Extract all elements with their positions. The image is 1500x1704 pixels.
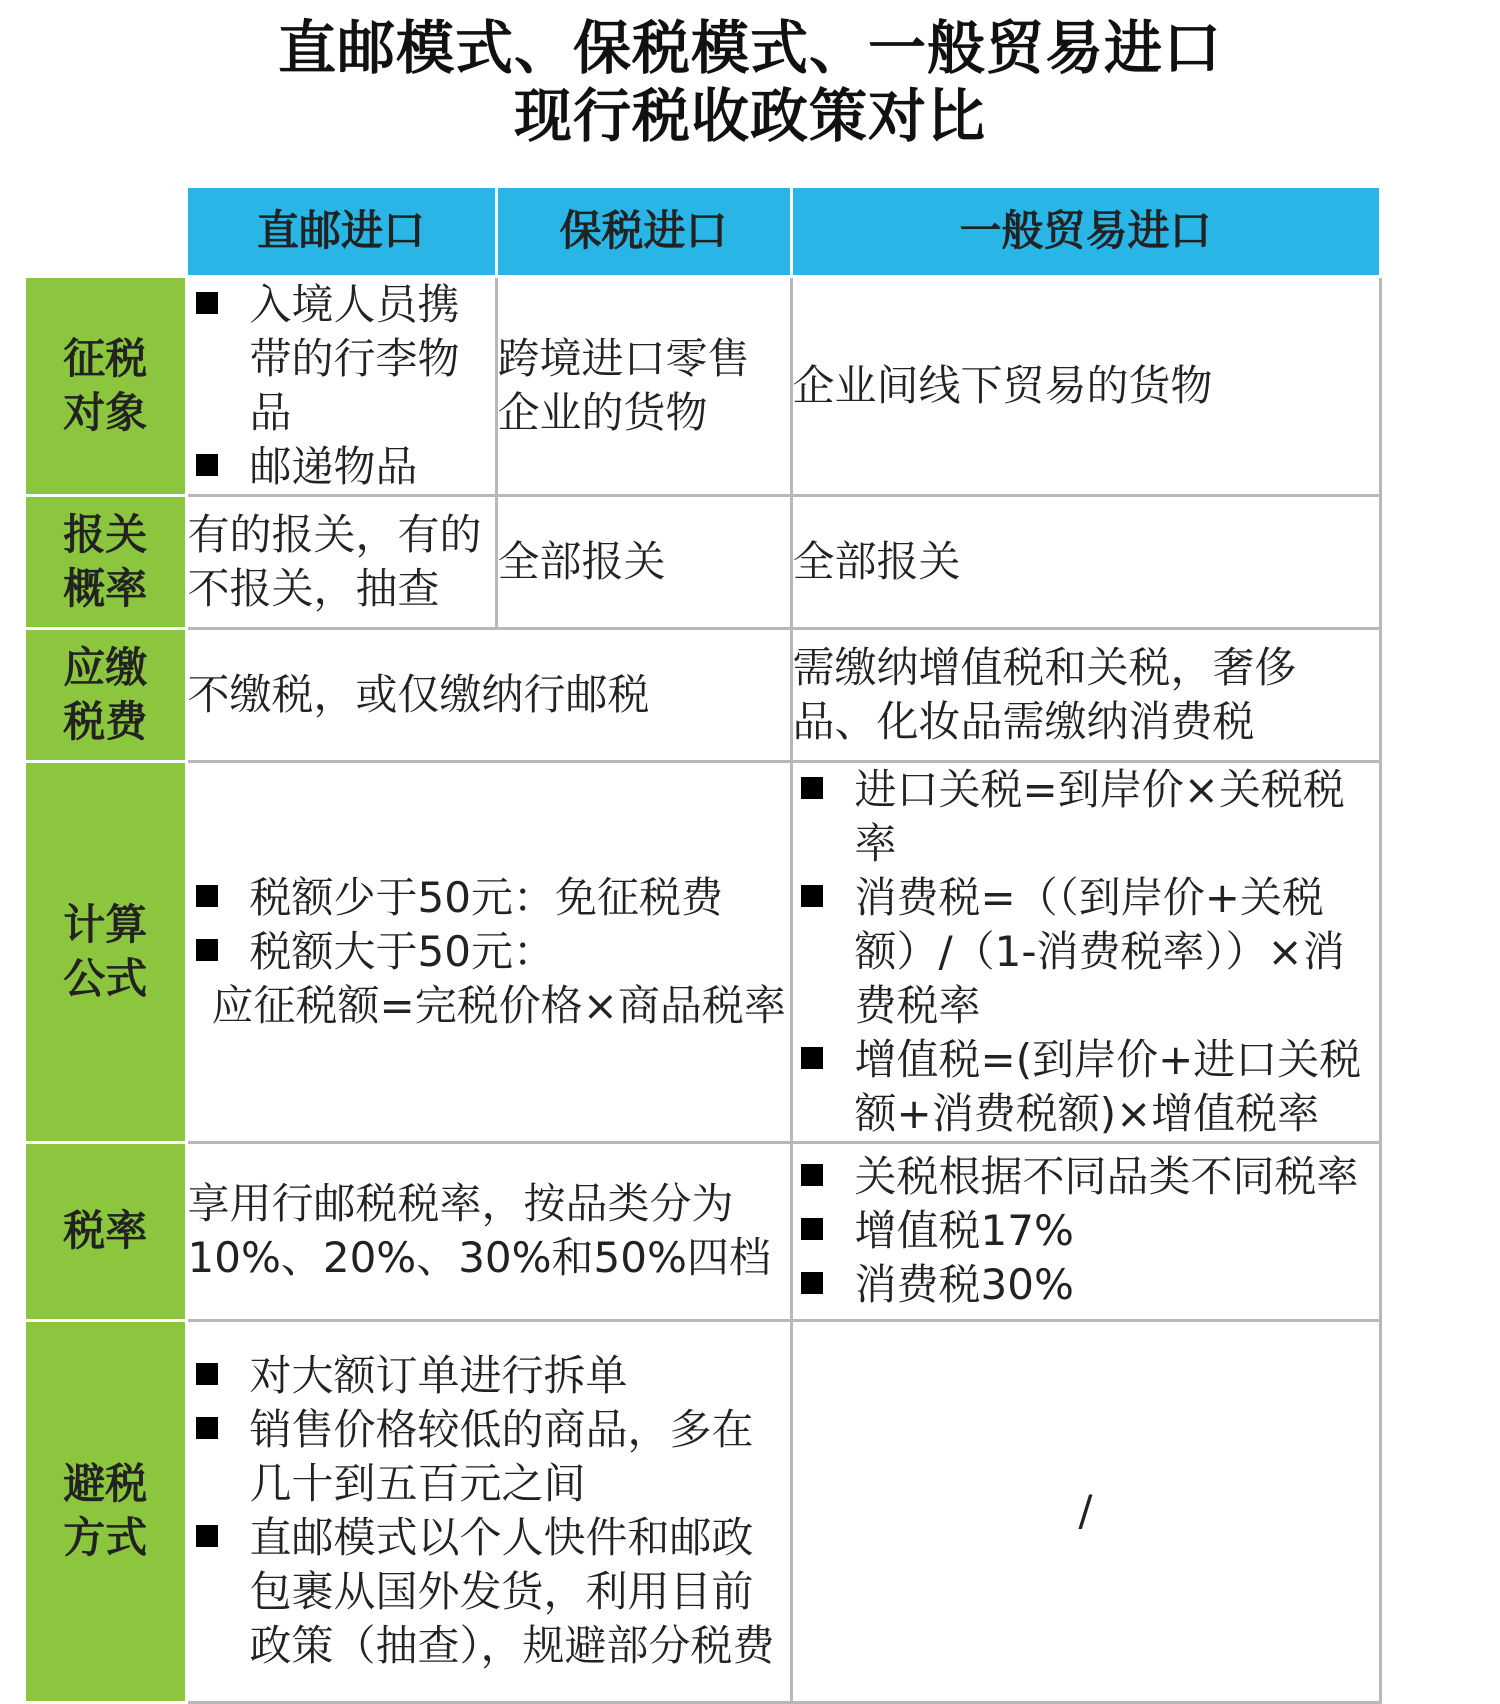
list-item: 入境人员携带的行李物品 — [188, 278, 495, 440]
list-item: 直邮模式以个人快件和邮政包裹从国外发货，利用目前政策（抽查），规避部分税费 — [188, 1511, 790, 1673]
square-bullet-icon — [801, 1272, 823, 1294]
cell-bonded-customs: 全部报关 — [496, 495, 791, 628]
square-bullet-icon — [801, 885, 823, 907]
page-title — [0, 14, 1500, 150]
list-item: 邮递物品 — [188, 440, 495, 494]
square-bullet-icon — [801, 1164, 823, 1186]
cell-bonded-tax-object: 跨境进口零售企业的货物 — [496, 276, 791, 495]
list-item: 消费税30% — [793, 1258, 1379, 1312]
square-bullet-icon — [196, 885, 218, 907]
cell-direct-bonded-tax-rate: 享用行邮税税率，按品类分为10%、20%、30%和50%四档 — [186, 1142, 791, 1320]
square-bullet-icon — [196, 1417, 218, 1439]
header-row — [26, 188, 1380, 276]
square-bullet-icon — [801, 777, 823, 799]
corner-cell — [26, 188, 186, 276]
table-row-formula — [26, 761, 1380, 1142]
list-item: 增值税17% — [793, 1204, 1379, 1258]
cell-direct-mail-tax-object — [186, 276, 496, 495]
cell-direct-bonded-formula — [186, 761, 791, 1142]
list-item: 消费税=（（到岸价+关税额）/（1-消费税率））×消费税率 — [793, 871, 1379, 1033]
cell-general-trade-payable-tax: 需缴纳增值税和关税，奢侈品、化妆品需缴纳消费税 — [791, 628, 1380, 761]
row-label-customs-probability: 报关 概率 — [26, 495, 186, 628]
table-row-tax-avoidance — [26, 1320, 1380, 1702]
column-header-bonded: 保税进口 — [496, 188, 791, 276]
cell-general-trade-formula — [791, 761, 1380, 1142]
column-header-direct-mail: 直邮进口 — [186, 188, 496, 276]
title-line-2: 现行税收政策对比 — [513, 82, 986, 150]
table-row-customs-probability — [26, 495, 1380, 628]
cell-direct-bonded-tax-avoidance — [186, 1320, 791, 1702]
square-bullet-icon — [801, 1218, 823, 1240]
cell-general-trade-tax-avoidance: / — [791, 1320, 1380, 1702]
formula-text: 应征税额=完税价格×商品税率 — [211, 980, 786, 1030]
square-bullet-icon — [196, 1525, 218, 1547]
row-label-tax-object: 征税 对象 — [26, 276, 186, 495]
cell-direct-bonded-payable-tax: 不缴税，或仅缴纳行邮税 — [186, 628, 791, 761]
title-line-1: 直邮模式、保税模式、一般贸易进口 — [277, 14, 1222, 82]
list-item: 销售价格较低的商品，多在几十到五百元之间 — [188, 1403, 790, 1511]
table-row-tax-rate — [26, 1142, 1380, 1320]
list-item: 增值税=(到岸价+进口关税额+消费税额)×增值税率 — [793, 1033, 1379, 1141]
cell-general-trade-tax-rate — [791, 1142, 1380, 1320]
table-row-tax-object — [26, 276, 1380, 495]
list-item: 税额大于50元： — [188, 925, 790, 979]
square-bullet-icon — [196, 939, 218, 961]
tax-comparison-table — [26, 188, 1382, 1704]
list-item: 关税根据不同品类不同税率 — [793, 1150, 1379, 1204]
list-item: 税额少于50元：免征税费 — [188, 871, 790, 925]
row-label-formula: 计算 公式 — [26, 761, 186, 1142]
row-label-tax-avoidance: 避税 方式 — [26, 1320, 186, 1702]
row-label-payable-tax: 应缴 税费 — [26, 628, 186, 761]
square-bullet-icon — [801, 1047, 823, 1069]
cell-general-trade-tax-object: 企业间线下贸易的货物 — [791, 276, 1380, 495]
column-header-general-trade: 一般贸易进口 — [791, 188, 1380, 276]
list-item: 进口关税=到岸价×关税税率 — [793, 763, 1379, 871]
table-row-payable-tax — [26, 628, 1380, 761]
square-bullet-icon — [196, 1363, 218, 1385]
square-bullet-icon — [196, 292, 218, 314]
square-bullet-icon — [196, 454, 218, 476]
cell-direct-mail-customs: 有的报关，有的不报关，抽查 — [186, 495, 496, 628]
list-item: 对大额订单进行拆单 — [188, 1349, 790, 1403]
row-label-tax-rate: 税率 — [26, 1142, 186, 1320]
cell-general-trade-customs: 全部报关 — [791, 495, 1380, 628]
